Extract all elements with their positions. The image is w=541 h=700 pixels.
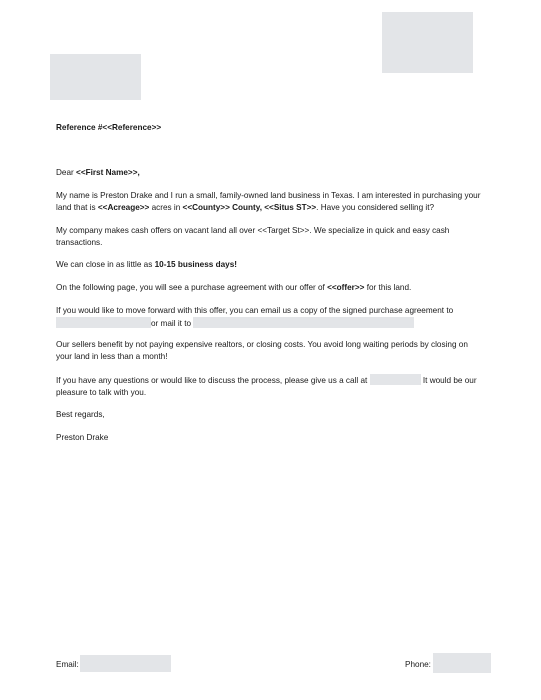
redacted-footer-email — [80, 655, 171, 672]
intro-text-2: acres in — [149, 202, 183, 212]
paragraph-questions — [56, 374, 484, 398]
redacted-footer-phone — [433, 653, 491, 673]
close-time-bold: 10-15 business days! — [154, 260, 237, 269]
greeting-prefix: Dear — [56, 168, 77, 177]
redacted-logo-right — [382, 12, 473, 73]
redacted-mail-address — [193, 317, 414, 328]
questions-text-2: It would be our pleasure to talk with you. — [56, 376, 477, 397]
closing: Best regards, — [56, 410, 105, 419]
questions-text-1: If you have any questions or would like to discuss the process, please give us a call at — [56, 376, 368, 385]
footer-phone-label: Phone: — [405, 660, 431, 669]
forward-text-2: or mail it to — [151, 318, 192, 328]
paragraph-benefits: Our sellers benefit by not paying expensive realtors, or closing costs. You avoid long waiting periods by closing on your land in less than a month! — [56, 340, 468, 361]
paragraph-intro — [56, 190, 484, 213]
redacted-logo-left — [50, 54, 141, 100]
reference-line — [56, 122, 484, 134]
greeting — [56, 167, 484, 179]
redacted-email-address — [56, 317, 151, 328]
county-placeholder: <<County>> County, <<Situs ST>> — [182, 202, 317, 212]
footer-email-label: Email: — [56, 660, 79, 669]
offer-text-2: for this land. — [364, 283, 412, 292]
paragraph-company: My company makes cash offers on vacant land all over <<Target St>>. We specialize in quick and easy cash transactions. — [56, 226, 450, 247]
offer-text-1: On the following page, you will see a purchase agreement with our offer of — [56, 283, 328, 292]
reference-text: Reference #<<Reference>> — [56, 123, 162, 132]
paragraph-forward — [56, 305, 484, 329]
intro-text-1: My name is Preston Drake and I run a small, family-owned land business in Texas. I am interested in purchasing your land that is — [56, 191, 481, 212]
signature: Preston Drake — [56, 433, 109, 442]
close-time-text: We can close in as little as — [56, 260, 155, 269]
paragraph-close-time — [56, 259, 484, 271]
forward-text-1: If you would like to move forward with this offer, you can email us a copy of the signed purchase agreement to — [56, 306, 454, 315]
redacted-phone-number — [370, 374, 421, 385]
offer-placeholder: <<offer>> — [327, 283, 365, 292]
intro-text-3: . Have you considered selling it? — [316, 202, 435, 212]
greeting-name: <<First Name>>, — [76, 168, 140, 177]
paragraph-offer — [56, 282, 484, 294]
acreage-placeholder: <<Acreage>> — [97, 202, 150, 212]
